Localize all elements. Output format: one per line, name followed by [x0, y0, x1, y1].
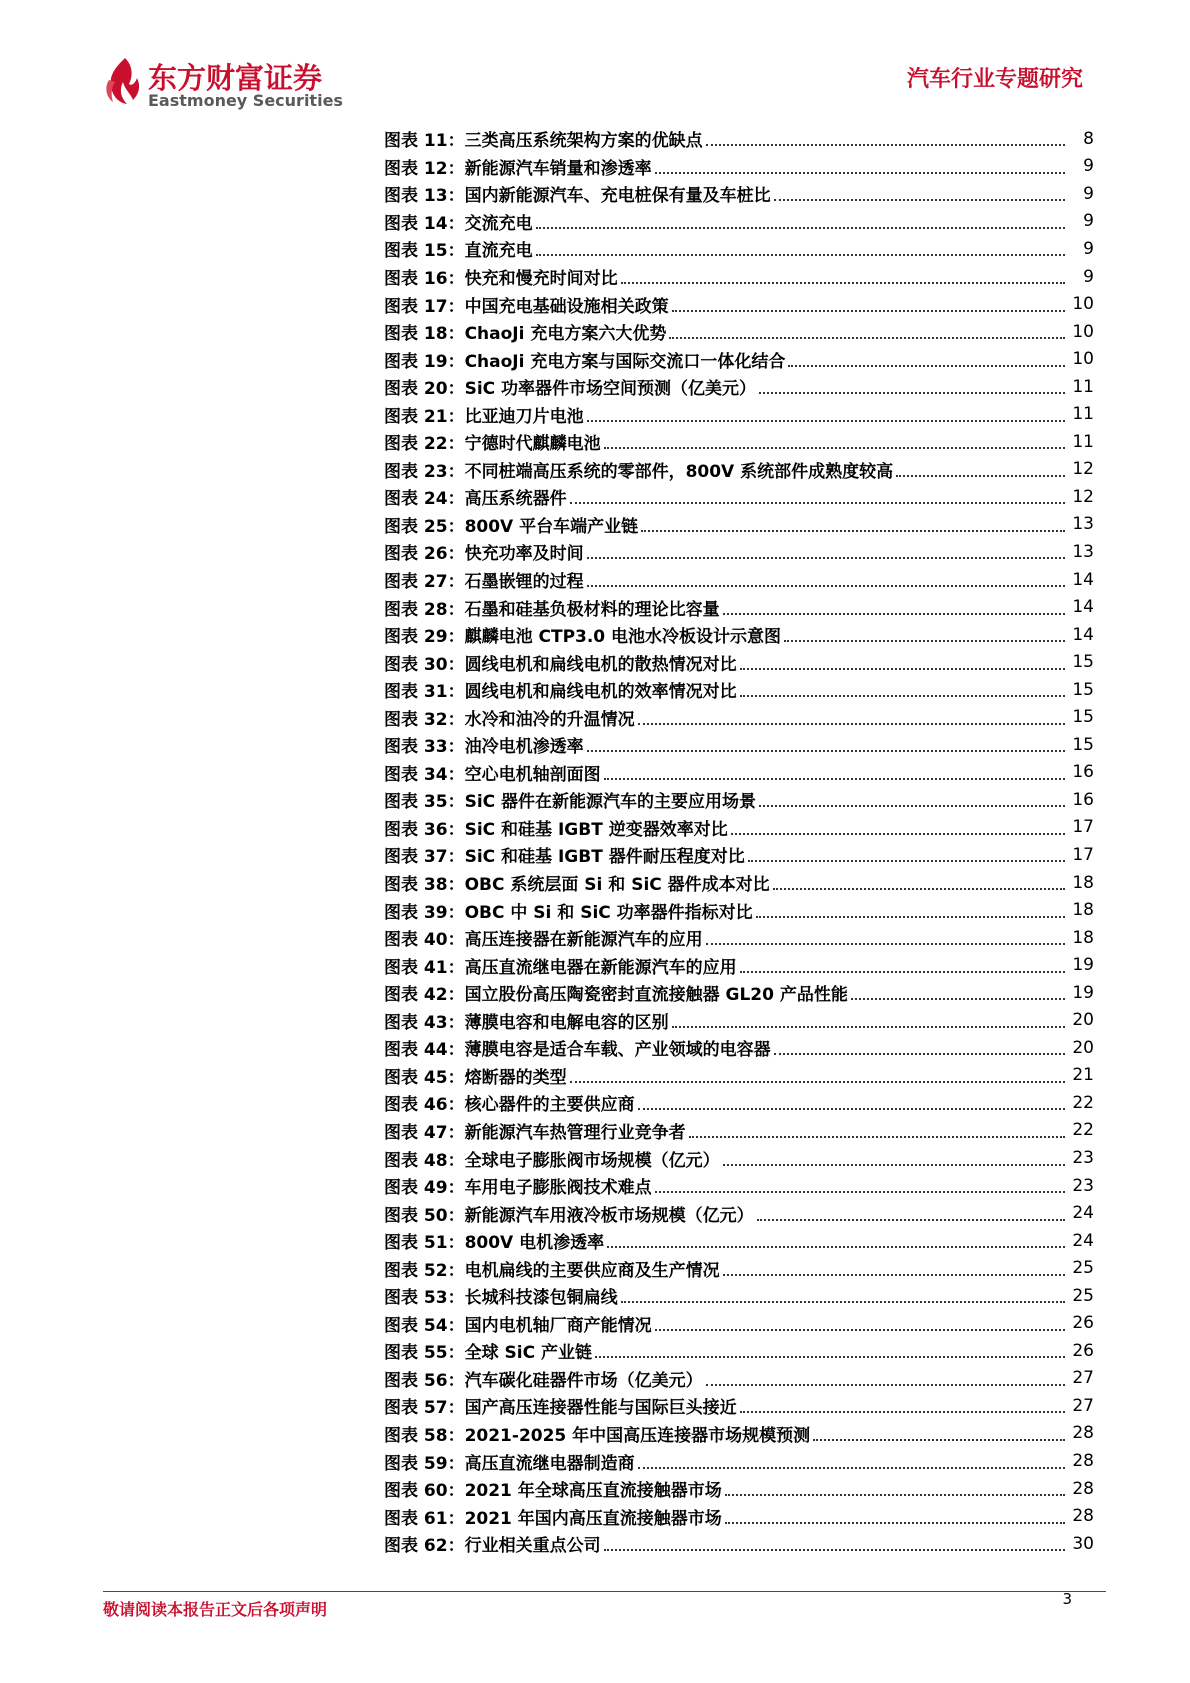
toc-entry-page: 11: [1072, 431, 1094, 452]
toc-leader-dots: [638, 1450, 1065, 1469]
toc-entry-label: 图表 60：2021 年全球高压直流接触器市场: [384, 1481, 722, 1502]
toc-entry-page: 19: [1072, 955, 1094, 976]
toc-entry[interactable]: [384, 428, 1094, 456]
toc-entry-page: 17: [1072, 817, 1094, 838]
toc-entry-label: 图表 12：新能源汽车销量和渗透率: [384, 158, 652, 179]
toc-entry[interactable]: [384, 841, 1094, 869]
toc-entry[interactable]: [384, 1144, 1094, 1172]
toc-entry[interactable]: [384, 511, 1094, 539]
toc-entry-label: 图表 24：高压系统器件: [384, 489, 567, 510]
toc-leader-dots: [669, 320, 1065, 339]
toc-leader-dots: [607, 1229, 1065, 1248]
toc-entry[interactable]: [384, 924, 1094, 952]
toc-entry[interactable]: [384, 869, 1094, 897]
toc-entry-label: 图表 58：2021-2025 年中国高压连接器市场规模预测: [384, 1425, 811, 1446]
toc-entry[interactable]: [384, 1447, 1094, 1475]
toc-leader-dots: [587, 540, 1065, 559]
toc-entry-page: 21: [1072, 1065, 1094, 1086]
toc-entry-page: 28: [1072, 1451, 1094, 1472]
toc-entry[interactable]: [384, 1199, 1094, 1227]
toc-entry-label: 图表 46：核心器件的主要供应商: [384, 1095, 635, 1116]
toc-entry-label: 图表 21：比亚迪刀片电池: [384, 406, 584, 427]
toc-entry[interactable]: [384, 125, 1094, 153]
toc-leader-dots: [536, 237, 1065, 256]
toc-leader-dots: [731, 816, 1065, 835]
toc-leader-dots: [759, 788, 1065, 807]
toc-entry[interactable]: [384, 621, 1094, 649]
toc-leader-dots: [587, 568, 1065, 587]
toc-entry-label: 图表 17：中国充电基础设施相关政策: [384, 296, 669, 317]
toc-entry-label: 图表 56：汽车碳化硅器件市场（亿美元）: [384, 1370, 703, 1391]
toc-leader-dots: [655, 1312, 1065, 1331]
toc-leader-dots: [851, 981, 1065, 1000]
toc-entry-page: 14: [1072, 624, 1094, 645]
toc-entry-label: 图表 19：ChaoJi 充电方案与国际交流口一体化结合: [384, 351, 786, 372]
toc-leader-dots: [706, 926, 1065, 945]
toc-leader-dots: [587, 403, 1065, 422]
toc-leader-dots: [641, 513, 1065, 532]
toc-entry[interactable]: [384, 1227, 1094, 1255]
toc-entry-label: 图表 54：国内电机轴厂商产能情况: [384, 1315, 652, 1336]
toc-leader-dots: [813, 1422, 1065, 1441]
toc-entry-label: 图表 29：麒麟电池 CTP3.0 电池水冷板设计示意图: [384, 627, 782, 648]
toc-leader-dots: [621, 265, 1065, 284]
toc-leader-dots: [536, 210, 1065, 229]
toc-entry-label: 图表 18：ChaoJi 充电方案六大优势: [384, 324, 667, 345]
toc-entry-page: 16: [1072, 789, 1094, 810]
toc-entry-page: 10: [1072, 321, 1094, 342]
footer-divider: [103, 1591, 1106, 1592]
toc-leader-dots: [706, 127, 1065, 146]
toc-entry-label: 图表 43：薄膜电容和电解电容的区别: [384, 1012, 669, 1033]
toc-entry[interactable]: [384, 208, 1094, 236]
toc-entry[interactable]: [384, 345, 1094, 373]
toc-entry[interactable]: [384, 1254, 1094, 1282]
toc-entry[interactable]: [384, 400, 1094, 428]
toc-entry-label: 图表 22：宁德时代麒麟电池: [384, 434, 601, 455]
toc-entry-label: 图表 37：SiC 和硅基 IGBT 器件耐压程度对比: [384, 847, 745, 868]
toc-entry[interactable]: [384, 1172, 1094, 1200]
toc-entry[interactable]: [384, 676, 1094, 704]
toc-entry-page: 18: [1072, 900, 1094, 921]
toc-leader-dots: [689, 1119, 1065, 1138]
toc-entry-label: 图表 31：圆线电机和扁线电机的效率情况对比: [384, 682, 737, 703]
toc-entry-page: 25: [1072, 1258, 1094, 1279]
toc-leader-dots: [672, 1009, 1065, 1028]
toc-leader-dots: [570, 1064, 1065, 1083]
toc-entry-page: 15: [1072, 679, 1094, 700]
toc-entry-label: 图表 48：全球电子膨胀阀市场规模（亿元）: [384, 1150, 720, 1171]
toc-leader-dots: [725, 1477, 1065, 1496]
flame-logo-icon: [103, 56, 145, 106]
toc-leader-dots: [740, 954, 1065, 973]
toc-entry[interactable]: [384, 1337, 1094, 1365]
toc-entry-label: 图表 41：高压直流继电器在新能源汽车的应用: [384, 957, 737, 978]
toc-entry-label: 图表 16：快充和慢充时间对比: [384, 269, 618, 289]
toc-entry-page: 26: [1072, 1313, 1094, 1334]
toc-leader-dots: [759, 375, 1065, 394]
toc-entry-label: 图表 61：2021 年国内高压直流接触器市场: [384, 1508, 722, 1529]
toc-leader-dots: [740, 678, 1065, 697]
toc-entry-label: 图表 32：水冷和油冷的升温情况: [384, 709, 635, 730]
toc-entry-label: 图表 14：交流充电: [384, 213, 533, 234]
toc-entry[interactable]: [384, 786, 1094, 814]
toc-leader-dots: [604, 1532, 1065, 1551]
toc-entry-label: 图表 26：快充功率及时间: [384, 544, 584, 565]
toc-entry-page: 13: [1072, 541, 1094, 562]
toc-entry-label: 图表 13：国内新能源汽车、充电桩保有量及车桩比: [384, 186, 771, 207]
toc-entry-page: 13: [1072, 514, 1094, 535]
toc-entry-page: 18: [1072, 872, 1094, 893]
toc-leader-dots: [604, 761, 1065, 780]
toc-entry-page: 14: [1072, 597, 1094, 618]
toc-entry-label: 图表 23：不同桩端高压系统的零部件，800V 系统部件成熟度较高: [384, 461, 894, 482]
toc-leader-dots: [774, 1036, 1065, 1055]
toc-leader-dots: [756, 899, 1065, 918]
toc-entry-page: 14: [1072, 569, 1094, 590]
toc-entry[interactable]: [384, 153, 1094, 181]
toc-entry[interactable]: [384, 290, 1094, 318]
toc-leader-dots: [773, 871, 1065, 890]
toc-entry-label: 图表 35：SiC 器件在新能源汽车的主要应用场景: [384, 792, 757, 813]
toc-entry-page: 11: [1072, 404, 1094, 425]
toc-entry[interactable]: [384, 456, 1094, 484]
footer-disclaimer: 敬请阅读本报告正文后各项声明: [103, 1600, 328, 1619]
toc-entry-page: 9: [1083, 266, 1094, 287]
toc-entry-page: 12: [1072, 486, 1094, 507]
toc-entry-page: 22: [1072, 1120, 1094, 1141]
toc-entry-label: 图表 25：800V 平台车端产业链: [384, 516, 639, 537]
toc-entry-page: 10: [1072, 294, 1094, 315]
toc-entry-label: 图表 50：新能源汽车用液冷板市场规模（亿元）: [384, 1205, 754, 1226]
toc-entry[interactable]: [384, 593, 1094, 621]
toc-entry-label: 图表 15：直流充电: [384, 241, 533, 262]
toc-entry-page: 25: [1072, 1285, 1094, 1306]
toc-entry-label: 图表 45：熔断器的类型: [384, 1067, 567, 1088]
toc-entry[interactable]: [384, 979, 1094, 1007]
toc-entry[interactable]: [384, 1392, 1094, 1420]
toc-leader-dots: [672, 293, 1065, 312]
toc-entry[interactable]: [384, 318, 1094, 346]
toc-entry-page: 19: [1072, 982, 1094, 1003]
toc-entry[interactable]: [384, 538, 1094, 566]
toc-entry[interactable]: [384, 263, 1094, 291]
toc-entry-page: 15: [1072, 652, 1094, 673]
toc-entry-label: 图表 40：高压连接器在新能源汽车的应用: [384, 930, 703, 951]
toc-entry-page: 27: [1072, 1395, 1094, 1416]
toc-leader-dots: [723, 1257, 1065, 1276]
report-type: 汽车行业专题研究: [906, 67, 1083, 92]
toc-entry[interactable]: [384, 1007, 1094, 1035]
toc-entry-label: 图表 33：油冷电机渗透率: [384, 737, 584, 758]
toc-entry[interactable]: [384, 235, 1094, 263]
toc-entry-page: 12: [1072, 459, 1094, 480]
toc-entry-page: 28: [1072, 1423, 1094, 1444]
toc-entry-page: 20: [1072, 1010, 1094, 1031]
toc-entry[interactable]: [384, 1282, 1094, 1310]
toc-entry[interactable]: [384, 1062, 1094, 1090]
toc-leader-dots: [706, 1367, 1065, 1386]
toc-entry-page: 15: [1072, 707, 1094, 728]
toc-entry[interactable]: [384, 1117, 1094, 1145]
toc-entry-page: 9: [1083, 183, 1094, 204]
toc-leader-dots: [655, 1174, 1065, 1193]
toc-entry-label: 图表 53：长城科技漆包铜扁线: [384, 1288, 618, 1309]
toc-entry[interactable]: [384, 1530, 1094, 1558]
toc-leader-dots: [604, 430, 1065, 449]
toc-entry-label: 图表 52：电机扁线的主要供应商及生产情况: [384, 1260, 720, 1281]
toc-leader-dots: [896, 458, 1065, 477]
toc-entry-page: 15: [1072, 734, 1094, 755]
toc-entry-label: 图表 20：SiC 功率器件市场空间预测（亿美元）: [384, 379, 757, 400]
toc-entry[interactable]: [384, 180, 1094, 208]
toc-entry-label: 图表 51：800V 电机渗透率: [384, 1233, 605, 1254]
toc-entry-page: 22: [1072, 1092, 1094, 1113]
toc-entry-label: 图表 27：石墨嵌锂的过程: [384, 572, 584, 593]
toc-leader-dots: [784, 623, 1065, 642]
page-header: [0, 0, 1190, 115]
toc-entry-page: 28: [1072, 1506, 1094, 1527]
toc-entry[interactable]: [384, 483, 1094, 511]
toc-entry-page: 30: [1072, 1533, 1094, 1554]
toc-entry[interactable]: [384, 1034, 1094, 1062]
toc-entry[interactable]: [384, 1502, 1094, 1530]
toc-leader-dots: [655, 155, 1065, 174]
figure-index: [384, 125, 1094, 1557]
toc-entry-label: 图表 49：车用电子膨胀阀技术难点: [384, 1178, 652, 1199]
toc-entry[interactable]: [384, 373, 1094, 401]
toc-entry-label: 图表 30：圆线电机和扁线电机的散热情况对比: [384, 654, 737, 675]
toc-entry[interactable]: [384, 1420, 1094, 1448]
toc-leader-dots: [757, 1202, 1065, 1221]
toc-entry-page: 11: [1072, 376, 1094, 397]
brand-name-cn: 东方财富证券: [148, 61, 323, 95]
toc-entry-page: 17: [1072, 844, 1094, 865]
toc-entry-page: 24: [1072, 1230, 1094, 1251]
toc-entry-page: 9: [1083, 211, 1094, 232]
toc-leader-dots: [723, 596, 1065, 615]
toc-entry-page: 28: [1072, 1478, 1094, 1499]
toc-leader-dots: [748, 843, 1065, 862]
toc-entry-label: 图表 34：空心电机轴剖面图: [384, 764, 601, 785]
toc-entry-page: 9: [1083, 156, 1094, 177]
toc-entry-label: 图表 44：薄膜电容是适合车载、产业领域的电容器: [384, 1040, 771, 1061]
toc-entry-page: 23: [1072, 1148, 1094, 1168]
toc-entry[interactable]: [384, 1089, 1094, 1117]
page-number: 3: [1062, 1590, 1072, 1608]
toc-entry-label: 图表 38：OBC 系统层面 Si 和 SiC 器件成本对比: [384, 875, 770, 896]
toc-entry-page: 27: [1072, 1368, 1094, 1389]
toc-entry[interactable]: [384, 896, 1094, 924]
toc-entry-page: 8: [1083, 128, 1094, 149]
toc-entry-label: 图表 42：国立股份高压陶瓷密封直流接触器 GL20 产品性能: [384, 985, 848, 1006]
toc-entry-page: 10: [1072, 349, 1094, 370]
toc-entry-label: 图表 62：行业相关重点公司: [384, 1536, 601, 1557]
toc-leader-dots: [723, 1147, 1065, 1166]
toc-entry-label: 图表 59：高压直流继电器制造商: [384, 1453, 635, 1474]
toc-entry-page: 26: [1072, 1340, 1094, 1361]
toc-leader-dots: [725, 1505, 1065, 1524]
toc-entry[interactable]: [384, 703, 1094, 731]
toc-leader-dots: [570, 485, 1065, 504]
toc-entry-label: 图表 11：三类高压系统架构方案的优缺点: [384, 131, 703, 152]
toc-leader-dots: [788, 348, 1065, 367]
toc-entry[interactable]: [384, 1365, 1094, 1393]
toc-entry-label: 图表 47：新能源汽车热管理行业竞争者: [384, 1122, 686, 1143]
toc-entry[interactable]: [384, 951, 1094, 979]
toc-entry-page: 18: [1072, 927, 1094, 948]
toc-leader-dots: [587, 733, 1065, 752]
toc-entry-page: 20: [1072, 1037, 1094, 1058]
toc-entry-label: 图表 57：国产高压连接器性能与国际巨头接近: [384, 1398, 737, 1419]
toc-entry-page: 24: [1072, 1203, 1094, 1224]
toc-entry-page: 23: [1072, 1175, 1094, 1196]
toc-entry[interactable]: [384, 759, 1094, 787]
toc-entry-label: 图表 36：SiC 和硅基 IGBT 逆变器效率对比: [384, 819, 728, 840]
toc-entry[interactable]: [384, 648, 1094, 676]
toc-leader-dots: [638, 1091, 1065, 1110]
toc-entry[interactable]: [384, 1475, 1094, 1503]
toc-leader-dots: [774, 182, 1065, 201]
brand-name-en: Eastmoney Securities: [148, 91, 343, 110]
toc-entry-label: 图表 28：石墨和硅基负极材料的理论比容量: [384, 599, 720, 620]
toc-leader-dots: [740, 1394, 1065, 1413]
toc-leader-dots: [740, 651, 1065, 670]
toc-entry[interactable]: [384, 566, 1094, 594]
toc-leader-dots: [638, 706, 1065, 725]
toc-entry[interactable]: [384, 1310, 1094, 1338]
toc-entry[interactable]: [384, 814, 1094, 842]
toc-leader-dots: [621, 1284, 1065, 1303]
toc-entry-page: 9: [1083, 238, 1094, 259]
toc-leader-dots: [595, 1339, 1065, 1358]
toc-entry-label: 图表 39：OBC 中 Si 和 SiC 功率器件指标对比: [384, 902, 753, 923]
toc-entry-page: 16: [1072, 762, 1094, 783]
toc-entry-label: 图表 55：全球 SiC 产业链: [384, 1343, 592, 1364]
toc-entry[interactable]: [384, 731, 1094, 759]
